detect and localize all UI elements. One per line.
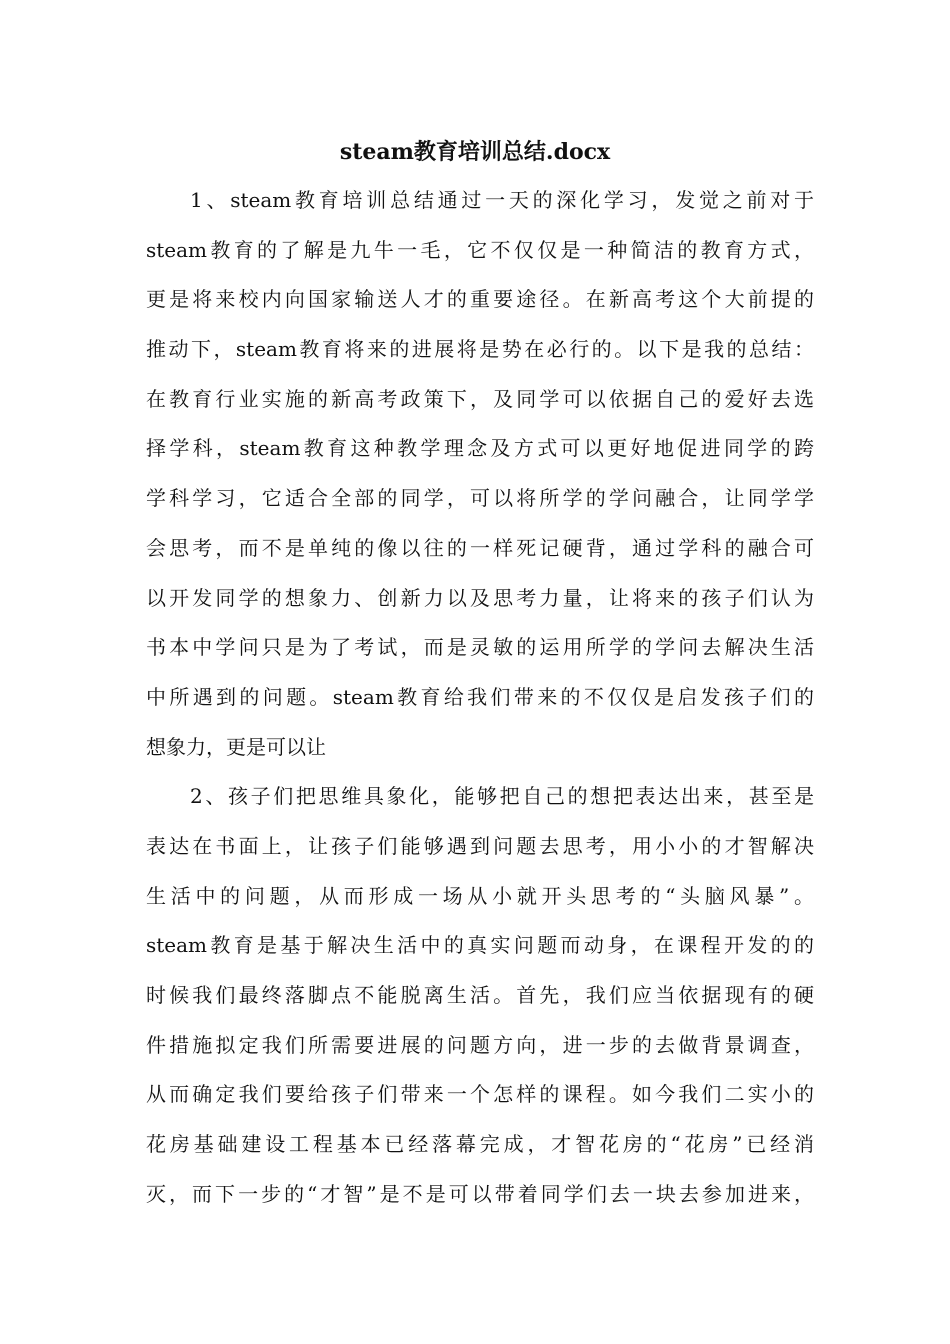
paragraph-2-line: 2、孩子们把思维具象化，能够把自己的想把表达出来，甚至是 bbox=[190, 784, 814, 809]
paragraph-1-line: 学科学习，它适合全部的同学，可以将所学的学问融合，让同学学 bbox=[146, 486, 814, 511]
paragraph-1-line: 以开发同学的想象力、创新力以及思考力量，让将来的孩子们认为 bbox=[146, 585, 814, 610]
paragraph-2-line: 花房基础建设工程基本已经落幕完成，才智花房的“花房”已经消 bbox=[146, 1132, 814, 1157]
paragraph-2-line: 表达在书面上，让孩子们能够遇到问题去思考，用小小的才智解决 bbox=[146, 833, 814, 858]
paragraph-2-line: 件措施拟定我们所需要进展的问题方向，进一步的去做背景调查， bbox=[146, 1032, 814, 1057]
paragraph-1-line: 中所遇到的问题。steam教育给我们带来的不仅仅是启发孩子们的 bbox=[146, 684, 814, 709]
paragraph-2-line: 时候我们最终落脚点不能脱离生活。首先，我们应当依据现有的硬 bbox=[146, 983, 814, 1007]
paragraph-2-line: 生活中的问题，从而形成一场从小就开头思考的“头脑风暴”。 bbox=[146, 883, 814, 908]
paragraph-1-line: 1、steam教育培训总结通过一天的深化学习，发觉之前对于 bbox=[190, 188, 814, 212]
document-title: steam教育培训总结.docx bbox=[339, 139, 611, 165]
paragraph-1-line: 会思考，而不是单纯的像以往的一样死记硬背，通过学科的融合可 bbox=[146, 535, 814, 560]
paragraph-2-line: 从而确定我们要给孩子们带来一个怎样的课程。如今我们二实小的 bbox=[146, 1082, 814, 1107]
paragraph-1-line: 推动下，steam教育将来的进展将是势在必行的。以下是我的总结： bbox=[146, 337, 814, 362]
paragraph-2-line: 灭，而下一步的“才智”是不是可以带着同学们去一块去参加进来， bbox=[146, 1181, 814, 1206]
paragraph-1-line: 书本中学问只是为了考试，而是灵敏的运用所学的学问去解决生活 bbox=[146, 635, 814, 660]
paragraph-2-line: steam教育是基于解决生活中的真实问题而动身，在课程开发的的 bbox=[146, 933, 814, 958]
paragraph-1-line: 择学科，steam教育这种教学理念及方式可以更好地促进同学的跨 bbox=[146, 436, 814, 461]
document-body bbox=[146, 184, 814, 1227]
paragraph-1-line: steam教育的了解是九牛一毛，它不仅仅是一种简洁的教育方式， bbox=[146, 237, 814, 262]
paragraph-1-line: 更是将来校内向国家输送人才的重要途径。在新高考这个大前提的 bbox=[146, 287, 814, 312]
paragraph-1-line: 在教育行业实施的新高考政策下，及同学可以依据自己的爱好去选 bbox=[146, 386, 814, 411]
paragraph-1-line: 想象力，更是可以让 bbox=[146, 734, 326, 759]
